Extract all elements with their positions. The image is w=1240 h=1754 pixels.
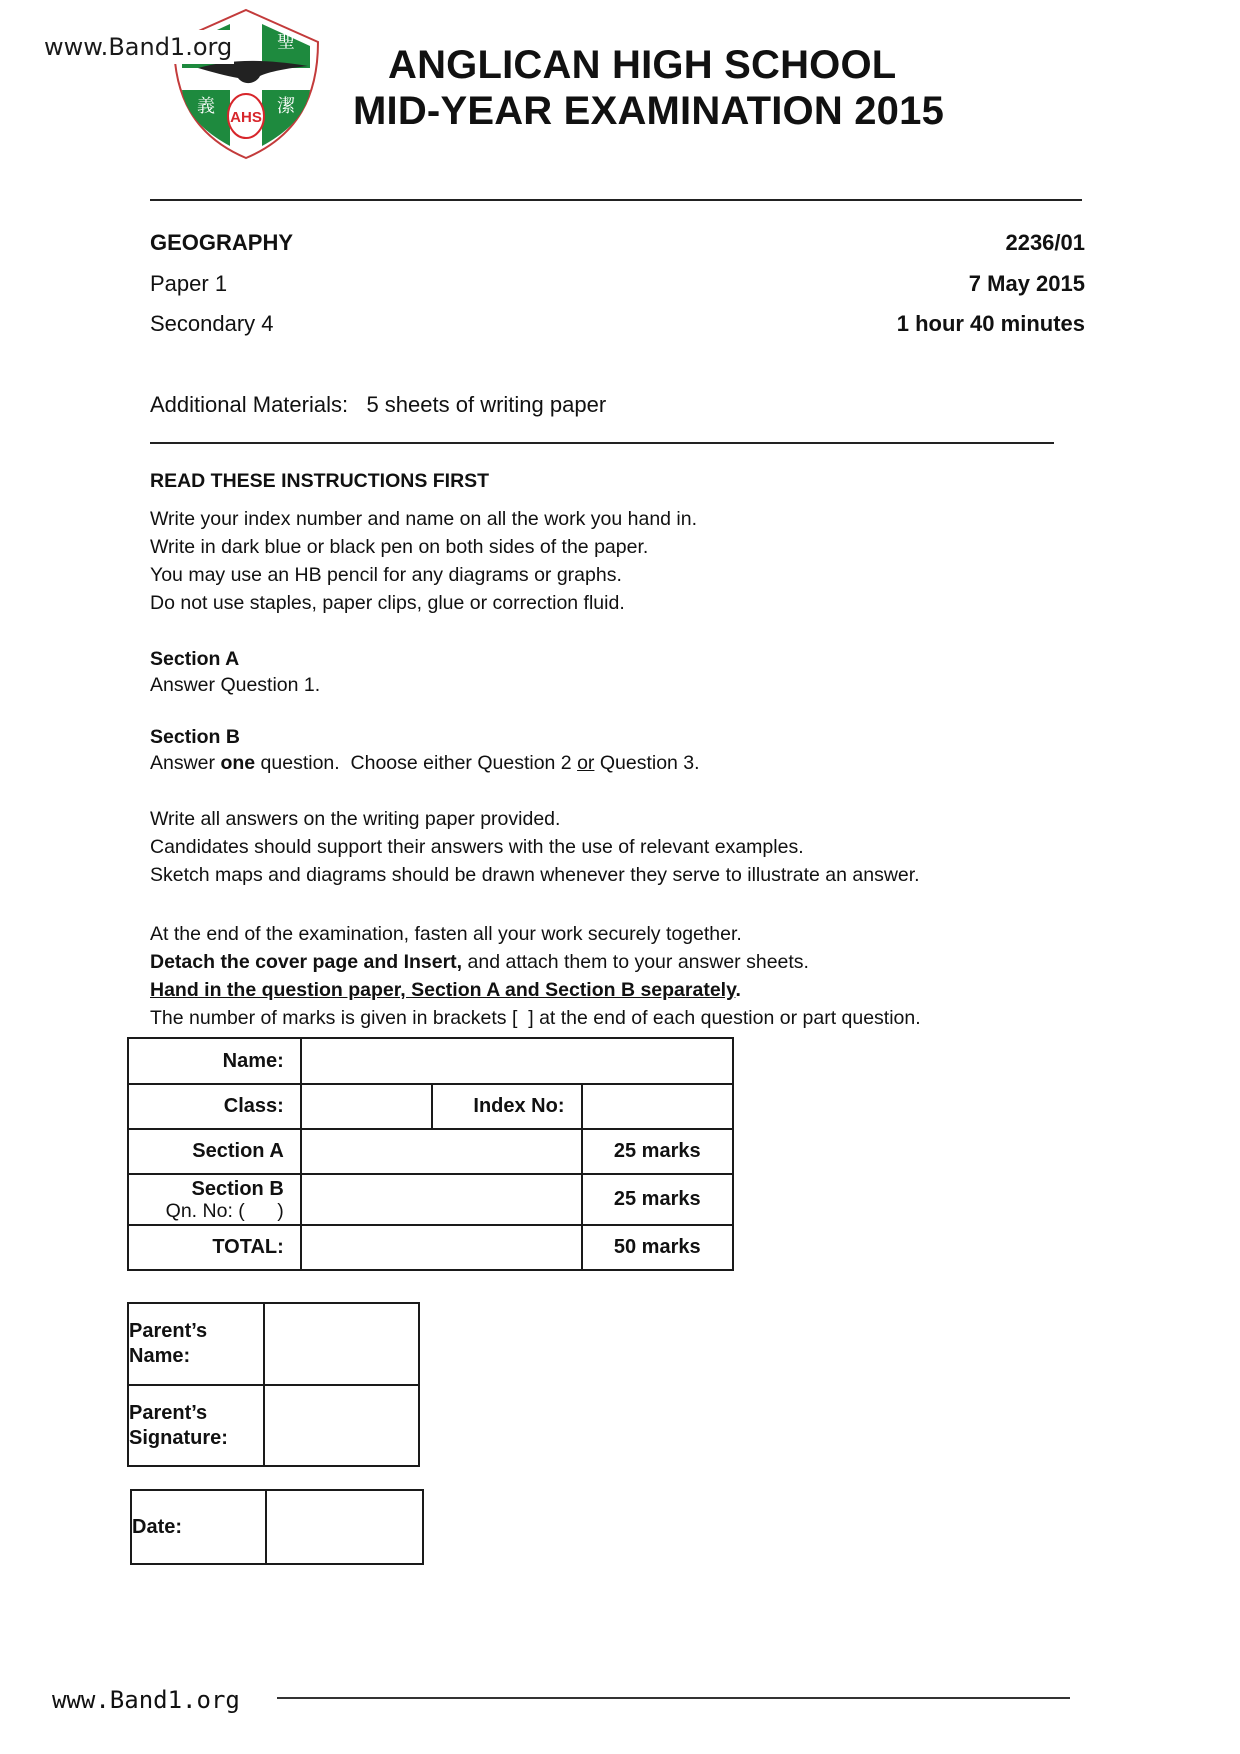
date-label: Date: <box>131 1490 266 1564</box>
section-a-text: Answer Question 1. <box>150 674 321 696</box>
section-b-text <box>150 750 700 776</box>
materials-value: 5 sheets of writing paper <box>366 392 607 417</box>
divider-top <box>150 199 1082 201</box>
table-row <box>128 1303 419 1385</box>
emphasis-hand-in: Hand in the question paper, Section A and Section B separately <box>150 979 736 1001</box>
instruction-line <box>150 976 921 1004</box>
parent-name-label <box>128 1303 264 1385</box>
paper-code: 2236/01 <box>1005 230 1085 255</box>
section-b-cell <box>128 1174 301 1225</box>
class-field[interactable] <box>301 1084 432 1129</box>
additional-materials <box>150 391 606 419</box>
index-label: Index No: <box>432 1084 582 1129</box>
footer-divider <box>277 1697 1070 1699</box>
table-row <box>128 1038 733 1084</box>
text-span: . <box>735 979 741 1001</box>
duration: 1 hour 40 minutes <box>896 311 1085 336</box>
level: Secondary 4 <box>150 311 274 336</box>
paper-number: Paper 1 <box>150 271 228 296</box>
total-marks: 50 marks <box>582 1225 733 1270</box>
label-line: Signature: <box>129 1426 228 1449</box>
instruction-line: Do not use staples, paper clips, glue or correction fluid. <box>150 592 625 614</box>
parent-signature-field[interactable] <box>264 1385 419 1466</box>
emphasis-detach: Detach the cover page and Insert, <box>150 951 463 973</box>
answer-instructions <box>150 805 920 889</box>
footer-watermark: www.Band1.org <box>52 1686 240 1714</box>
table-row <box>128 1225 733 1270</box>
table-row <box>128 1129 733 1174</box>
table-row <box>128 1084 733 1129</box>
section-a-title: Section A <box>150 648 240 670</box>
general-instructions <box>150 505 697 617</box>
section-b-label: Section B <box>191 1177 284 1200</box>
text-span: Question 3. <box>594 752 700 774</box>
school-name: ANGLICAN HIGH SCHOOL <box>388 43 897 87</box>
instruction-line: Sketch maps and diagrams should be drawn whenever they serve to illustrate an answer. <box>150 864 920 886</box>
total-label: TOTAL: <box>128 1225 301 1270</box>
instruction-line: Write in dark blue or black pen on both sides of the paper. <box>150 536 649 558</box>
instruction-line: Write your index number and name on all the work you hand in. <box>150 508 698 530</box>
subject: GEOGRAPHY <box>150 230 294 255</box>
table-row <box>128 1174 733 1225</box>
name-field[interactable] <box>301 1038 733 1084</box>
date-table <box>130 1489 424 1565</box>
text-span: Answer <box>150 752 221 774</box>
section-a-label: Section A <box>128 1129 301 1174</box>
watermark-text: www.Band1.org <box>42 30 234 64</box>
section-b-instructions <box>150 724 700 776</box>
crest-char-1: 聖 <box>277 32 295 52</box>
section-a-score-field[interactable] <box>301 1129 582 1174</box>
label-line: Name: <box>129 1345 191 1367</box>
section-b-title: Section B <box>150 726 240 748</box>
label-line: Parent’s <box>129 1320 208 1342</box>
instruction-line <box>150 948 921 976</box>
instructions-heading: READ THESE INSTRUCTIONS FIRST <box>150 470 490 492</box>
crest-monogram: AHS <box>230 109 262 126</box>
text-span: question. Choose either Question 2 <box>255 752 578 774</box>
table-row <box>131 1490 423 1564</box>
exam-title: MID-YEAR EXAMINATION 2015 <box>353 89 945 133</box>
crest-char-3: 潔 <box>277 96 295 116</box>
section-a-marks: 25 marks <box>582 1129 733 1174</box>
total-score-field[interactable] <box>301 1225 582 1270</box>
divider-materials <box>150 442 1054 444</box>
question-number-field[interactable]: Qn. No: ( ) <box>165 1199 284 1222</box>
class-label: Class: <box>128 1084 301 1129</box>
parent-name-field[interactable] <box>264 1303 419 1385</box>
parent-signature-label <box>128 1385 264 1466</box>
instruction-line: At the end of the examination, fasten all your work securely together. <box>150 923 742 945</box>
section-b-score-field[interactable] <box>301 1174 582 1225</box>
name-label: Name: <box>128 1038 301 1084</box>
text-span: and attach them to your answer sheets. <box>462 951 809 973</box>
date-field[interactable] <box>266 1490 423 1564</box>
index-field[interactable] <box>582 1084 733 1129</box>
candidate-details-table <box>127 1037 734 1271</box>
section-b-marks: 25 marks <box>582 1174 733 1225</box>
section-a-instructions <box>150 646 320 698</box>
crest-char-2: 義 <box>197 96 215 116</box>
emphasis-or: or <box>577 752 595 774</box>
instruction-line: You may use an HB pencil for any diagrams or graphs. <box>150 564 622 586</box>
label-line: Parent’s <box>129 1401 208 1424</box>
table-row <box>128 1385 419 1466</box>
instruction-line: Candidates should support their answers with the use of relevant examples. <box>150 836 804 858</box>
emphasis-one: one <box>220 752 256 774</box>
parent-acknowledgement-table <box>127 1302 420 1467</box>
materials-label: Additional Materials: <box>150 392 349 417</box>
exam-date: 7 May 2015 <box>968 271 1085 296</box>
instruction-line: The number of marks is given in brackets [ ] at the end of each question or part question. <box>150 1007 921 1029</box>
end-instructions <box>150 920 921 1032</box>
instruction-line: Write all answers on the writing paper provided. <box>150 808 561 830</box>
